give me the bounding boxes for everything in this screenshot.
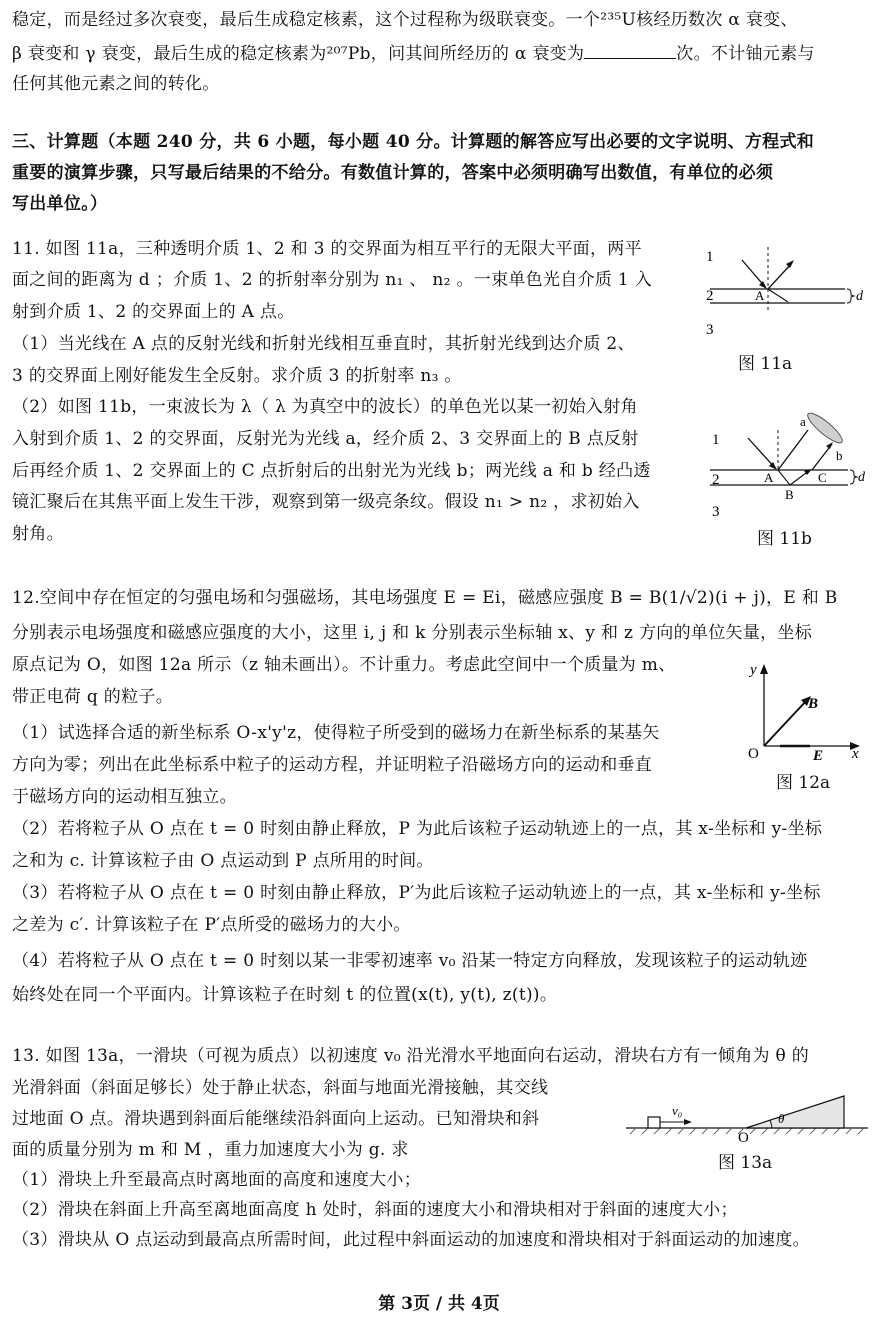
- fig11b-label-A: A: [764, 470, 774, 485]
- intro-line-2b: 次。不计铀元素与: [676, 44, 815, 64]
- figure-11b: [700, 408, 870, 523]
- q13-line-7: （3）滑块从 O 点运动到最高点所需时间，此过程中斜面运动的加速度和滑块相对于斜面运动的加速度。: [12, 1230, 810, 1250]
- fig12a-label-B: B: [808, 696, 819, 712]
- q13-line-1: 13. 如图 13a，一滑块（可视为质点）以初速度 v₀ 沿光滑水平地面向右运动，滑块右方有一倾角为 θ 的: [12, 1046, 810, 1066]
- fig11b-label-d: d: [858, 470, 865, 485]
- intro-line-2: [12, 40, 815, 66]
- q13-line-2: 光滑斜面（斜面足够长）处于静止状态，斜面与地面光滑接触，其交线: [12, 1078, 549, 1098]
- figure-11a: [700, 242, 870, 342]
- fig11b-label-a: a: [800, 414, 806, 429]
- q12-line-13: 始终处在同一个平面内。计算该粒子在时刻 t 的位置(x(t), y(t), z(t))。: [12, 985, 558, 1005]
- q11-line-3: 射到介质 1、2 的交界面上的 A 点。: [12, 302, 295, 322]
- fig11a-label-2: 2: [706, 288, 714, 304]
- q11-line-1: 11. 如图 11a，三种透明介质 1、2 和 3 的交界面为相互平行的无限大平面，两平: [12, 239, 642, 259]
- q12-line-8: （2）若将粒子从 O 点在 t = 0 时刻由静止释放，P 为此后该粒子运动轨迹上的一点，其 x-坐标和 y-坐标: [12, 819, 823, 839]
- q12-line-10: （3）若将粒子从 O 点在 t = 0 时刻由静止释放，P′为此后该粒子运动轨迹上的一点，其 x-坐标和 y-坐标: [12, 883, 821, 903]
- fig11a-caption: 图 11a: [738, 354, 793, 374]
- q11-line-10: 射角。: [12, 524, 64, 544]
- q12-line-2: 分别表示电场强度和磁感应强度的大小，这里 i, j 和 k 分别表示坐标轴 x、y 和 z 方向的单位矢量，坐标: [12, 623, 812, 643]
- fig11b-caption: 图 11b: [757, 529, 812, 549]
- fig11b-label-b: b: [836, 448, 843, 463]
- fig11b-label-B: B: [785, 487, 794, 502]
- fig12a-caption: 图 12a: [776, 773, 831, 793]
- fig13a-label-v0: v₀: [672, 1103, 683, 1118]
- q13-line-4: 面的质量分别为 m 和 M ，重力加速度大小为 g. 求: [12, 1140, 409, 1160]
- q12-line-11: 之差为 c′. 计算该粒子在 P′点所受的磁场力的大小。: [12, 915, 411, 935]
- q11-line-9: 镜汇聚后在其焦平面上发生干涉，观察到第一级亮条纹。假设 n₁ > n₂ ，求初始入: [12, 492, 640, 512]
- q13-line-6: （2）滑块在斜面上升高至离地面高度 h 处时，斜面的速度大小和滑块相对于斜面的速度大小；: [12, 1200, 738, 1220]
- q12-line-1: 12.空间中存在恒定的匀强电场和匀强磁场，其电场强度 E = Ei，磁感应强度 B = B(1/√2)(i + j)，E 和 B: [12, 588, 838, 608]
- q13-line-5: （1）滑块上升至最高点时离地面的高度和速度大小；: [12, 1170, 422, 1190]
- figure-12a: [740, 658, 870, 763]
- section3-line-2: 重要的演算步骤，只写最后结果的不给分。有数值计算的，答案中必须明确写出数值，有单位的必须: [12, 163, 774, 183]
- intro-line-3: 任何其他元素之间的转化。: [12, 74, 220, 94]
- fig12a-label-O: O: [748, 746, 759, 762]
- section3-line-1: 三、计算题（本题 240 分，共 6 小题，每小题 40 分。计算题的解答应写出必要的文字说明、方程式和: [12, 132, 815, 152]
- page-footer: 第 3页 / 共 4页: [378, 1294, 500, 1314]
- q11-line-8: 后再经介质 1、2 交界面上的 C 点折射后的出射光为光线 b；两光线 a 和 b 经凸透: [12, 461, 651, 481]
- fig11a-label-d: d: [856, 289, 863, 304]
- q12-line-6: 方向为零；列出在此坐标系中粒子的运动方程，并证明粒子沿磁场方向的运动和垂直: [12, 755, 653, 775]
- q12-line-4: 带正电荷 q 的粒子。: [12, 687, 173, 707]
- q12-line-5: （1）试选择合适的新坐标系 O-x'y'z，使得粒子所受到的磁场力在新坐标系的某基矢: [12, 723, 660, 743]
- fig13a-caption: 图 13a: [718, 1153, 773, 1173]
- q13-line-3: 过地面 O 点。滑块遇到斜面后能继续沿斜面向上运动。已知滑块和斜: [12, 1109, 540, 1129]
- q11-line-7: 入射到介质 1、2 的交界面，反射光为光线 a，经介质 2、3 交界面上的 B 点反射: [12, 429, 639, 449]
- fig11b-label-2: 2: [712, 472, 720, 488]
- fig12a-label-E: E: [813, 748, 824, 763]
- q11-line-4: （1）当光线在 A 点的反射光线和折射光线相互垂直时，其折射光线到达介质 2、: [12, 334, 635, 354]
- fig12a-label-y: y: [750, 662, 757, 678]
- fig12a-label-x: x: [852, 746, 859, 762]
- section3-line-3: 写出单位。）: [12, 194, 108, 214]
- fig11b-label-3: 3: [712, 504, 720, 520]
- fig11b-label-C: C: [818, 470, 827, 485]
- fig11a-label-A: A: [755, 288, 765, 303]
- answer-blank[interactable]: [584, 40, 676, 59]
- q12-line-7: 于磁场方向的运动相互独立。: [12, 787, 237, 807]
- fig13a-label-O: O: [738, 1130, 749, 1146]
- figure-13a: [622, 1092, 872, 1148]
- q12-line-3: 原点记为 O，如图 12a 所示（z 轴未画出）。不计重力。考虑此空间中一个质量为 m、: [12, 655, 676, 675]
- fig13a-label-theta: θ: [778, 1111, 785, 1126]
- fig11a-label-1: 1: [706, 249, 714, 265]
- intro-line-2a: β 衰变和 γ 衰变，最后生成的稳定核素为²⁰⁷Pb，问其间所经历的 α 衰变为: [12, 44, 585, 64]
- q11-line-2: 面之间的距离为 d ；介质 1、2 的折射率分别为 n₁ 、 n₂ 。一束单色光自介质 1 入: [12, 270, 652, 290]
- fig11b-label-1: 1: [712, 432, 720, 448]
- intro-line-1: 稳定，而是经过多次衰变，最后生成稳定核素，这个过程称为级联衰变。一个²³⁵U核经历数次 α 衰变、: [12, 10, 798, 30]
- q12-line-12: （4）若将粒子从 O 点在 t = 0 时刻以某一非零初速率 v₀ 沿某一特定方向释放，发现该粒子的运动轨迹: [12, 951, 808, 971]
- q12-line-9: 之和为 c. 计算该粒子由 O 点运动到 P 点所用的时间。: [12, 851, 434, 871]
- q11-line-5: 3 的交界面上刚好能发生全反射。求介质 3 的折射率 n₃ 。: [12, 366, 462, 386]
- q11-line-6: （2）如图 11b，一束波长为 λ（ λ 为真空中的波长）的单色光以某一初始入射角: [12, 397, 638, 417]
- fig11a-label-3: 3: [706, 322, 714, 338]
